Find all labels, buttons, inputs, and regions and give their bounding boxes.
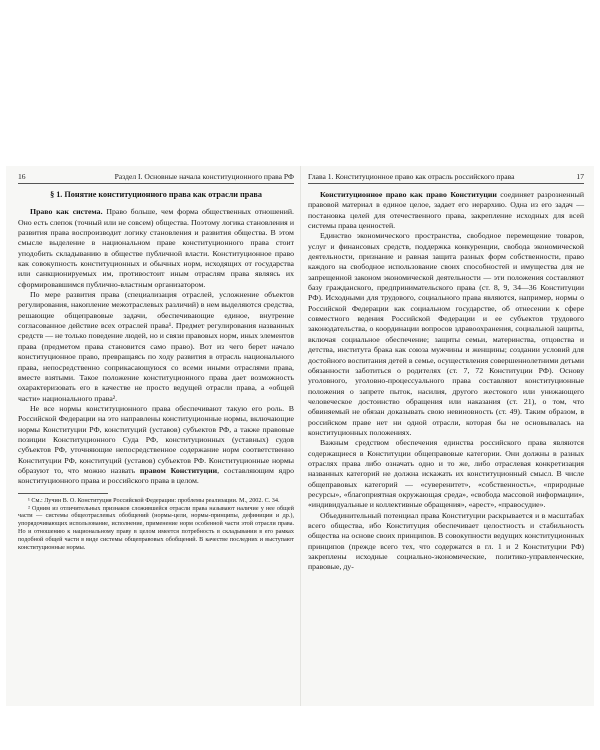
footnote: ¹ См.: Лучин В. О. Конституция Российской Федерации: проблемы реализации. М., 2002. С. 34. (28, 496, 280, 504)
paragraph-lead: Право как система. (30, 207, 103, 217)
emphasis-phrase: правом Конституции (139, 465, 218, 475)
right-running-header (308, 172, 584, 184)
body-paragraph: Конституционное право как право Конституции соединяет разрозненный правовой материал в единое целое, задает его иерархию. Одна из его задач — постановка целей для отечественного права, закрепление исходных для всей системы права ценностей. (308, 190, 584, 231)
footnote: ² Одним из отличительных признаков сложившейся отрасли права называют наличие у нее общей части — системы общеотраслевых обобщений (нормы-цели, нормы-принципы, дефиниции и др.), упорядочивающих использование, исполнение, применение норм особенной части этой отрасли права. Но и отношению к национальному праву в целом имеется потребность в складывании в его рамках подобной общей части в виде системы общеправовых обобщений. В качестве последних и выступают конституционные нормы. (18, 504, 294, 552)
footnote-rule (18, 493, 108, 494)
lead-phrase: Конституционное право как право Конституции (320, 190, 497, 199)
section-heading: § 1. Понятие конституционного права как отрасли права (50, 190, 262, 199)
body-paragraph: Право как система. Право больше, чем форма общественных отношений. Оно есть слепок (точный или не совсем) общества. Поэтому логика становления и развития права воспроизводит логику становления и развития общества. В этом смысле выделение в национальном праве конституционного права стоит уподобить складыванию в обществе публичной власти. Конституционное право как совокупность конституционных и обычных норм, исходящих от государства или санкционируемых им, противостоит иным отраслям права являясь их сформировавшимся публично-властным организатором. (18, 207, 295, 289)
body-paragraph: По мере развития права (специализация отраслей, усложнение объектов регулирования, накопление межотраслевых различий) в нем выделяются средства, решающие общеправовые задачи, обеспечивающие единое, внутренне согласованное действие всех отраслей права¹. Предмет регулирования названных средств — не только поведение людей, но и связи правовых норм, иных элементов права (предметом права становится само право). Вот из чего берет начало конституционное право, превращаясь по ходу развития в отрасль национального права, непосредственно соприкасающуюся со всеми иными отраслями права, вместе взятыми. Такое положение конституционного права дает возможность охарактеризовать его в качестве не просто ведущей отрасли права, а «общей части» национального права². (18, 290, 294, 403)
right-page (308, 172, 584, 573)
book-gutter (300, 166, 301, 706)
left-running-head: Раздел I. Основные начала конституционного права РФ (114, 172, 294, 181)
body-paragraph: Не все нормы конституционного права обеспечивают такую его роль. В Российской Федерации на это направлены конституционные нормы, включающие нормы Конституции РФ, конституций (уставов) субъектов РФ, а также правовые позиции Конституционного Суда РФ, конституционных (уставных) судов субъектов РФ, уточняющие непосредственное содержание норм соответственно Конституции РФ, конституций (уставов) субъектов РФ. Конституционные нормы образуют то, что можно назвать правом Конституции, составляющим ядро конституционного права и российского права в целом. (18, 403, 294, 486)
left-page (18, 172, 294, 552)
body-paragraph: Важным средством обеспечения единства российского права являются содержащиеся в Конституции общеправовые категории. Они должны в разных отраслях права либо означать одно и то же, либо отраслевая конкретизация названных категорий не должна искажать их конституционный смысл. В числе общеправовых категорий — «суверенитет», «собственность», «природные ресурсы», «благоприятная окружающая среда», «свобода массовой информации», «индивидуальные и коллективные обращения», «арест», «правосудие». (308, 438, 584, 510)
right-page-number: 17 (576, 172, 584, 181)
right-running-head: Глава 1. Конституционное право как отрасль российского права (308, 172, 515, 181)
body-paragraph: Единство экономического пространства, свободное перемещение товаров, услуг и финансовых средств, поддержка конкуренции, свобода экономической деятельности, признание и равная защита разных форм собственности, право каждого на свободное использование своих способностей и имущества для не запрещенной законом экономической деятельности — эти положения составляют базу гражданского, предпринимательского права (ст. 8, 9, 34—36 Конституции РФ). Исходными для трудового, социального права являются, например, нормы о Российской Федерации как социальном государстве, об отнесении к сфере совместного ведения Российской Федерации и ее субъектов трудового законодательства, о координации вопросов здравоохранения, социальной защиты, включая социальное обеспечение; защиты семьи, материнства, отцовства и детства, института брака как союза мужчины и женщины; создании условий для достойного воспитания детей в семье, осуществления совершеннолетними детьми обязанности заботиться о родителях (ст. 7, 72 Конституции РФ). Основу уголовного, уголовно-процессуального права составляют конституционные положения о запрете пыток, насилия, другого жестокого или унижающего человеческое достоинство обращения или наказания (ст. 21), о том, что обвиняемый не обязан доказывать свою невиновность (ст. 49). Таким образом, в российском праве нет ни одной отрасли, которая бы не основывалась на конституционных положениях. (308, 231, 584, 437)
left-running-header (18, 172, 294, 184)
body-paragraph: Объединительный потенциал права Конституции раскрывается и в масштабах всего общества, ибо Конституция обеспечивает целостность и стабильность общества на основе своих принципов. В совокупности ведущих конституционных принципов (прежде всего тех, что содержатся в гл. 1 и 2 Конституции РФ) закреплены исходные социально-экономические, политико-управленческие, правовые, ду- (308, 510, 584, 572)
left-page-number: 16 (18, 172, 26, 181)
